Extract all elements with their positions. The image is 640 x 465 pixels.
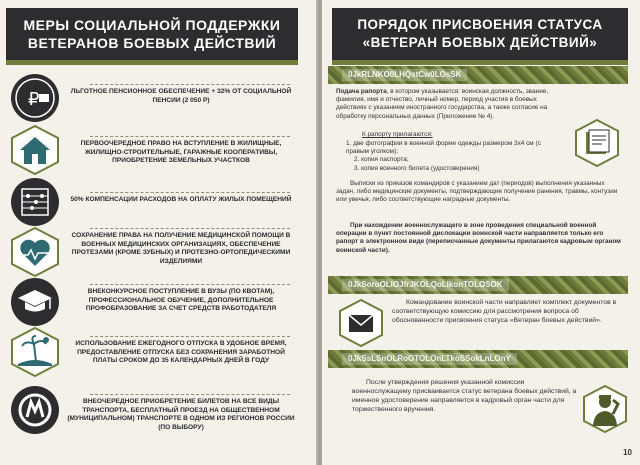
stage-1-bar <box>328 66 628 84</box>
item-divider <box>90 192 290 193</box>
benefit-item: ВНЕОЧЕРЕДНОЕ ПРИОБРЕТЕНИЕ БИЛЕТОВ НА ВСЕ ВИДЫ ТРАНСПОРТА, БЕСПЛАТНЫЙ ПРОЕЗД НА ОБЩЕСТВЕННОМ (МУНИЦИПАЛЬНОМ) ТРАНСПОРТЕ В ОДНОМ ИЗ РЕГИОНОВ РОССИИ (ПО ВЫБОРУ) <box>67 398 295 431</box>
stage-1-svo-note: При нахождении военнослужащего в зоне проведения специальной военной операции в пункт постоянной дислокации воинской части направляется только его рапорт в электронном виде (переписчанные документы прилагаются кадровым органом воинской части). <box>336 222 621 254</box>
item-divider <box>90 136 290 137</box>
attach-item: 2. копия паспорта; <box>354 156 409 164</box>
envelope-icon <box>336 298 386 348</box>
stage-2-label: 0JkSoroOLIOJfrJKOLQoLlkonTOLOSOK <box>342 279 509 291</box>
benefit-item: 50% КОМПЕНСАЦИИ РАСХОДОВ НА ОПЛАТУ ЖИЛЫХ ПОМЕЩЕНИЙ <box>70 196 292 203</box>
benefit-item: ПЕРВООЧЕРЕДНОЕ ПРАВО НА ВСТУПЛЕНИЕ В ЖИЛИЩНЫЕ, ЖИЛИЩНО-СТРОИТЕЛЬНЫЕ, ГАРАЖНЫЕ КООПЕРАТИВЫ, ПРИОБРЕТЕНИЕ ЗЕМЕЛЬНЫХ УЧАСТКОВ <box>80 140 282 165</box>
benefit-item: ВНЕКОНКУРСНОЕ ПОСТУПЛЕНИЕ В ВУЗЫ (ПО КВОТАМ), ПРОФЕССИОНАЛЬНОЕ ОБУЧЕНИЕ, ДОПОЛНИТЕЛЬНОЕ ПРОФОБРАЗОВАНИЕ ЗА СЧЕТ СРЕДСТВ РАБОТОДАТЕЛЯ <box>85 288 277 313</box>
stage-1-bold: Подача рапорта <box>336 88 387 95</box>
left-title-line2: ВЕТЕРАНОВ БОЕВЫХ ДЕЙСТВИЙ <box>27 35 277 51</box>
stage-1-extracts: Выписки из приказов командиров с указанием дат (периодов) выполнения указанных задач, либо медицинские документы, подтверждающие получение ранения, травмы, контузии или увечья, либо соответствующие наградные документы. <box>336 180 618 204</box>
stage-1-text: , в котором указывается: воинская должность, звание, фамилия, имя и отчество, личный номер, период участия в боевых действиях с указанием иностранного государства, а также согласие на обработку персональных данных (Приложение № 4). <box>336 88 549 120</box>
svg-text:₽: ₽ <box>28 89 40 110</box>
stage-1-paragraph <box>336 88 568 121</box>
stage-2-text: Командование воинской части направляет комплект документов в соответствующую комиссию для рассмотрения вопроса об обоснованности присвоения статуса «Ветеран боевых действий». <box>392 299 617 324</box>
heart-pulse-icon <box>6 226 64 278</box>
stage-1-label: 0JkRLNKO0LHQstCw0LOsSK <box>342 69 467 81</box>
right-title-banner <box>332 8 628 60</box>
left-page <box>0 0 318 465</box>
stage-3-label: 0JkSsLSnOLRoOTOLOnLTkoSSokLnLOnY <box>342 353 517 365</box>
item-divider <box>90 394 290 395</box>
benefit-item: СОХРАНЕНИЕ ПРАВА НА ПОЛУЧЕНИЕ МЕДИЦИНСКОЙ ПОМОЩИ В ВОЕННЫХ МЕДИЦИНСКИХ ОРГАНИЗАЦИЯХ, ОБЕСПЕЧЕНИЕ ПРОТЕЗАМИ (КРОМЕ ЗУБНЫХ) И ПРОТЕЗНО-ОРТОПЕДИЧЕСКИМИ ИЗДЕЛИЯМИ <box>71 232 291 265</box>
pension-coins-icon <box>6 72 64 124</box>
left-title-line1: МЕРЫ СОЦИАЛЬНОЙ ПОДДЕРЖКИ <box>23 17 281 33</box>
page-number: 10 <box>623 448 632 457</box>
item-divider <box>90 284 290 285</box>
abacus-icon <box>6 176 64 228</box>
beach-palm-icon <box>6 326 64 378</box>
attach-list <box>346 140 556 173</box>
document-stack-icon <box>572 118 622 168</box>
left-title-banner <box>6 8 298 60</box>
item-divider <box>90 228 290 229</box>
metro-icon <box>6 384 64 436</box>
attach-item: 1. две фотографии в военной форме одежды размером 3х4 см (с правым уголком); <box>346 140 541 156</box>
item-divider <box>90 336 290 337</box>
graduation-cap-icon <box>6 276 64 328</box>
item-divider <box>90 84 290 85</box>
stage-2-bar <box>328 276 628 294</box>
attach-title: К рапорту прилагаются: <box>362 131 433 138</box>
benefit-item: ИСПОЛЬЗОВАНИЕ ЕЖЕГОДНОГО ОТПУСКА В УДОБНОЕ ВРЕМЯ, ПРЕДОСТАВЛЕНИЕ ОТПУСКА БЕЗ СОХРАНЕНИЯ ЗАРАБОТНОЙ ПЛАТЫ СРОКОМ ДО 35 КАЛЕНДАРНЫХ ДНЕЙ В ГОДУ <box>75 340 287 365</box>
stage-3-text: После утверждения решения указанной комиссии военнослужащему присваивается статус ветерана боевых действий, а именное удостоверение направляется в кадровый орган части для торжественного вручения. <box>352 379 577 413</box>
stage-3-bar <box>328 350 628 368</box>
house-icon <box>6 124 64 176</box>
right-title-line1: ПОРЯДОК ПРИСВОЕНИЯ СТАТУСА <box>357 17 603 32</box>
soldier-salute-icon <box>580 384 630 434</box>
attach-item: 3. копия военного билета (удостоверения) <box>354 164 480 172</box>
right-page <box>322 0 640 465</box>
right-title-line2: «ВЕТЕРАН БОЕВЫХ ДЕЙСТВИЙ» <box>362 35 598 50</box>
benefit-item: ЛЬГОТНОЕ ПЕНСИОННОЕ ОБЕСПЕЧЕНИЕ + 32% ОТ СОЦИАЛЬНОЙ ПЕНСИИ (2 050 Р) <box>70 88 292 104</box>
